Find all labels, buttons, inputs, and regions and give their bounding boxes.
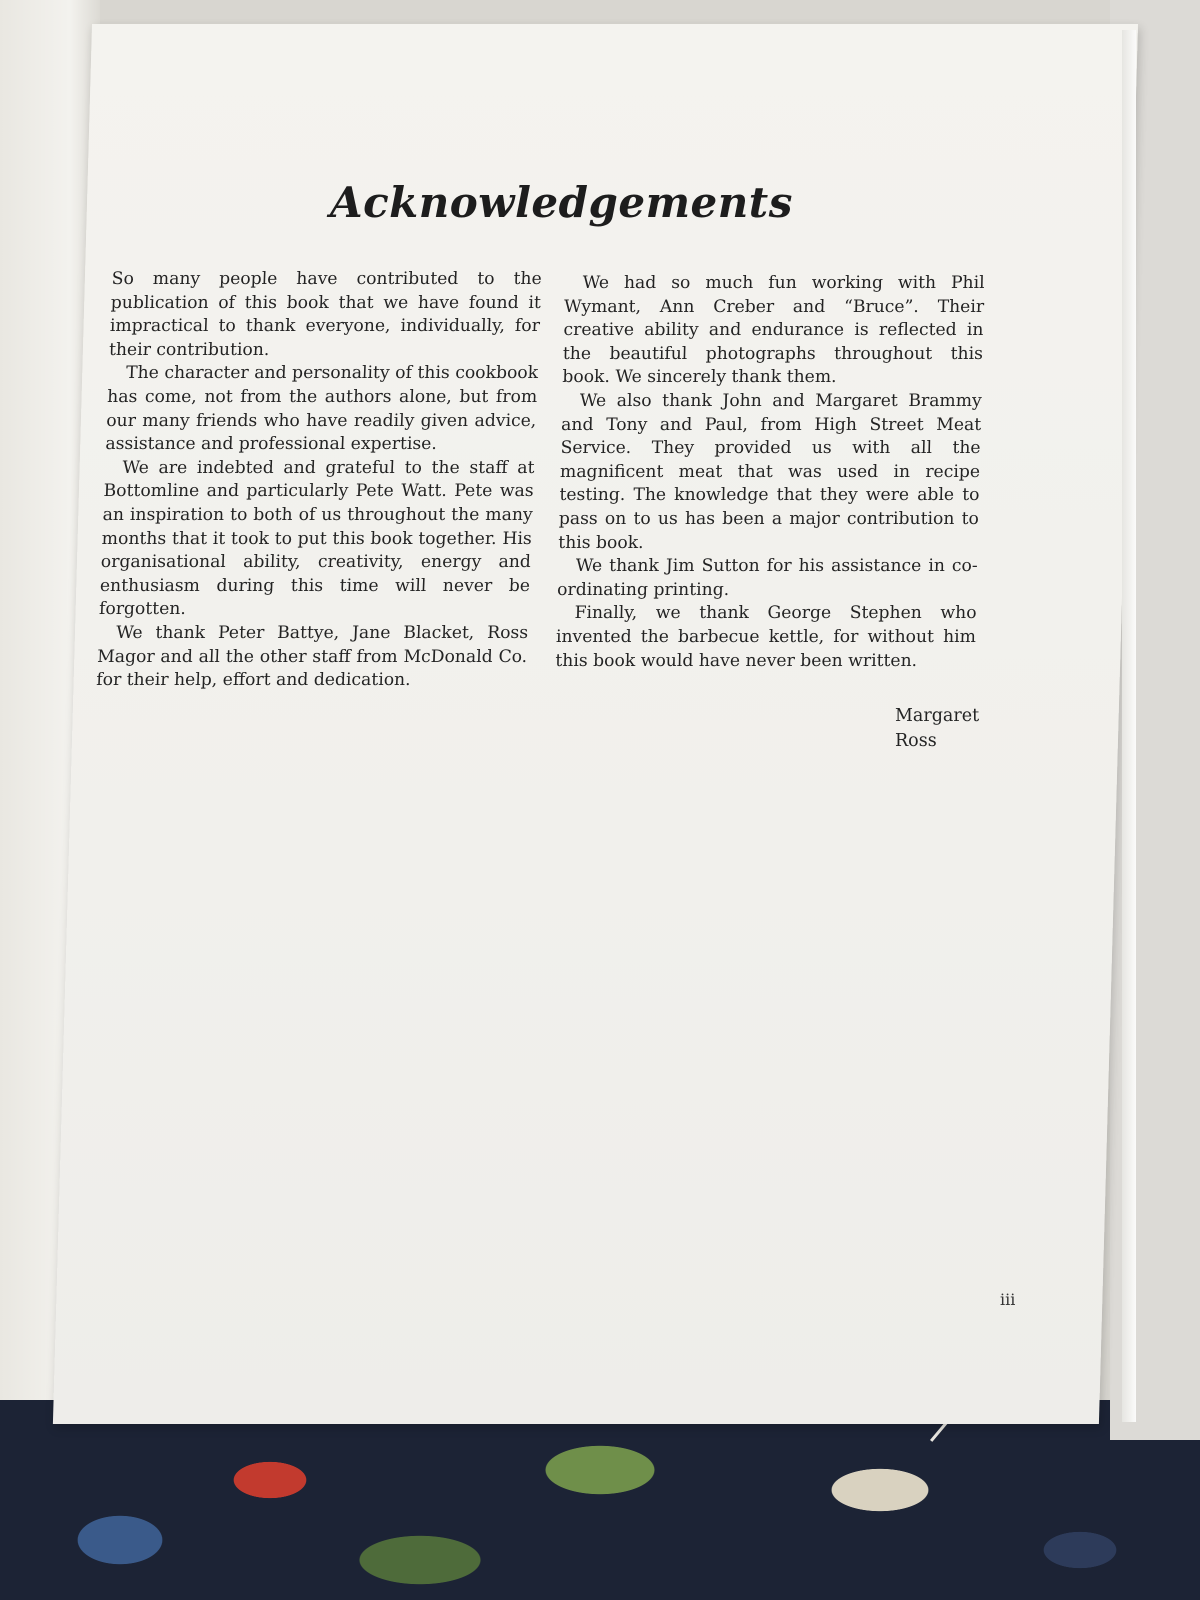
paragraph: We had so much fun working with Phil Wymant, Ann Creber and “Bruce”. Their creative ability and endurance is reflected in the beautiful photographs throughout this book. We sincerely thank them. xyxy=(562,273,985,388)
signature xyxy=(895,704,979,754)
page-title: Acknowledgements xyxy=(330,178,793,227)
paragraph: We thank Peter Battye, Jane Blacket, Ross Magor and all the other staff from McDonald Co. for their help, effort and dedication. xyxy=(95,622,529,691)
paragraph: We also thank John and Margaret Brammy and Tony and Paul, from High Street Meat Service. They provided us with all the magnificent meat that was used in recipe testing. The knowledge that they were able to pass on to us has been a major contribution to this book. xyxy=(558,390,982,553)
page-stack-edge xyxy=(1122,30,1136,1422)
paragraph: So many people have contributed to the publication of this book that we have found it impractical to thank everyone, individually, for their contribution. xyxy=(108,269,543,360)
right-column xyxy=(555,272,985,673)
left-column xyxy=(96,268,542,693)
paragraph: We are indebted and grateful to the staff at Bottomline and particularly Pete Watt. Pete was an inspiration to both of us throughout the many months that it took to put this book together. His organisational ability, creativity, energy and enthusiasm during this time will never be forgotten. xyxy=(98,457,535,620)
signature-line: Margaret xyxy=(895,706,980,726)
page-number: iii xyxy=(1000,1290,1016,1309)
tablecloth-background xyxy=(0,1400,1200,1600)
signature-line: Ross xyxy=(895,731,937,751)
paragraph: The character and personality of this cookbook has come, not from the authors alone, but from our many friends who have readily given advice, assistance and professional expertise. xyxy=(105,363,539,455)
paragraph: We thank Jim Sutton for his assistance in co-ordinating printing. xyxy=(556,556,978,600)
paragraph: Finally, we thank George Stephen who invented the barbecue kettle, for without him this book would have never been written. xyxy=(555,603,977,671)
